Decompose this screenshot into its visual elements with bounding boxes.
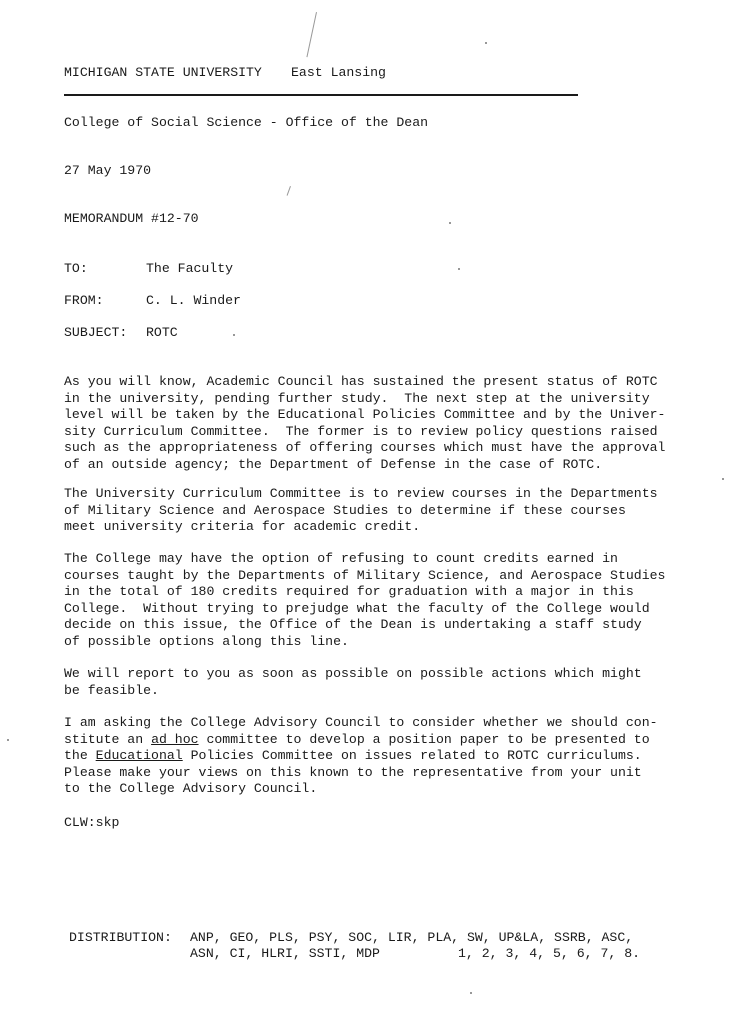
paragraph-line: sity Curriculum Committee. The former is to review policy questions raised: [64, 423, 658, 439]
paragraph-4: [64, 666, 704, 699]
subject-label: SUBJECT:: [64, 325, 128, 340]
text-run: the: [64, 748, 96, 763]
paragraph-line: The University Curriculum Committee is to review courses in the Departments: [64, 486, 658, 501]
to-label: TO:: [64, 261, 88, 276]
memo-number: MEMORANDUM #12-70: [64, 211, 199, 226]
location: East Lansing: [291, 65, 386, 80]
paragraph-line: of Military Science and Aerospace Studies to determine if these courses: [64, 502, 626, 518]
scan-mark: [287, 186, 291, 196]
to-value: The Faculty: [146, 261, 234, 276]
text-run: committee to develop a position paper to be presented to: [198, 731, 650, 747]
paragraph-5: [64, 715, 704, 798]
scan-speck: [7, 739, 9, 741]
paragraph-line: As you will know, Academic Council has sustained the present status of ROTC: [64, 374, 658, 389]
distribution-numbers: 1, 2, 3, 4, 5, 6, 7, 8.: [458, 946, 641, 961]
university-name: MICHIGAN STATE UNIVERSITY: [64, 65, 262, 80]
distribution-line-2: ASN, CI, HLRI, SSTI, MDP: [190, 946, 380, 961]
paragraph-line: in the total of 180 credits required for graduation with a major in this: [64, 584, 634, 599]
scan-speck: [470, 992, 472, 994]
text-run: stitute an: [64, 731, 152, 747]
paragraph-line: The College may have the option of refusing to count credits earned in: [64, 551, 618, 566]
paragraph-line: be feasible.: [64, 682, 159, 698]
paragraph-line: I am asking the College Advisory Council to consider whether we should con-: [64, 715, 658, 730]
distribution-line-1: ANP, GEO, PLS, PSY, SOC, LIR, PLA, SW, UP&LA, SSRB, ASC,: [190, 930, 634, 945]
scan-speck: [485, 42, 487, 44]
scan-speck: [449, 222, 451, 224]
memo-date: 27 May 1970: [64, 163, 152, 178]
paragraph-1: [64, 374, 704, 473]
paragraph-line: in the university, pending further study. The next step at the university: [64, 390, 650, 406]
paragraph-2: [64, 486, 704, 536]
scan-speck: [458, 268, 460, 270]
paragraph-line: Please make your views on this known to the representative from your unit: [64, 764, 642, 780]
paragraph-line: decide on this issue, the Office of the Dean is undertaking a staff study: [64, 617, 642, 632]
scan-speck: [722, 478, 724, 480]
paragraph-line: level will be taken by the Educational Policies Committee and by the Univer-: [64, 407, 666, 422]
text-run: Policies Committee on issues related to ROTC curriculums.: [182, 748, 642, 763]
from-value: C. L. Winder: [146, 293, 241, 308]
paragraph-line: We will report to you as soon as possible on possible actions which might: [64, 666, 642, 681]
paragraph-line: [64, 748, 704, 765]
paragraph-line: courses taught by the Departments of Military Science, and Aerospace Studies: [64, 567, 666, 583]
paragraph-line: meet university criteria for academic credit.: [64, 519, 421, 534]
reference-initials: CLW:skp: [64, 815, 120, 830]
paragraph-line: [64, 732, 704, 749]
scan-speck: [233, 334, 235, 336]
paragraph-line: such as the appropriateness of offering courses which must have the approval: [64, 440, 666, 455]
subject-value: ROTC: [146, 325, 178, 340]
underlined-term: Educational: [95, 748, 183, 763]
paragraph-3: [64, 551, 704, 650]
paragraph-line: to the College Advisory Council.: [64, 781, 318, 796]
paragraph-line: of an outside agency; the Department of Defense in the case of ROTC.: [64, 456, 603, 472]
header-rule: [64, 94, 578, 96]
distribution-label: DISTRIBUTION:: [69, 930, 172, 945]
scan-mark: [306, 12, 317, 57]
paragraph-line: College. Without trying to prejudge what the faculty of the College would: [64, 600, 650, 616]
paragraph-line: of possible options along this line.: [64, 633, 349, 649]
underlined-term: ad hoc: [151, 731, 199, 747]
from-label: FROM:: [64, 293, 104, 308]
office-line: College of Social Science - Office of the Dean: [64, 115, 429, 130]
